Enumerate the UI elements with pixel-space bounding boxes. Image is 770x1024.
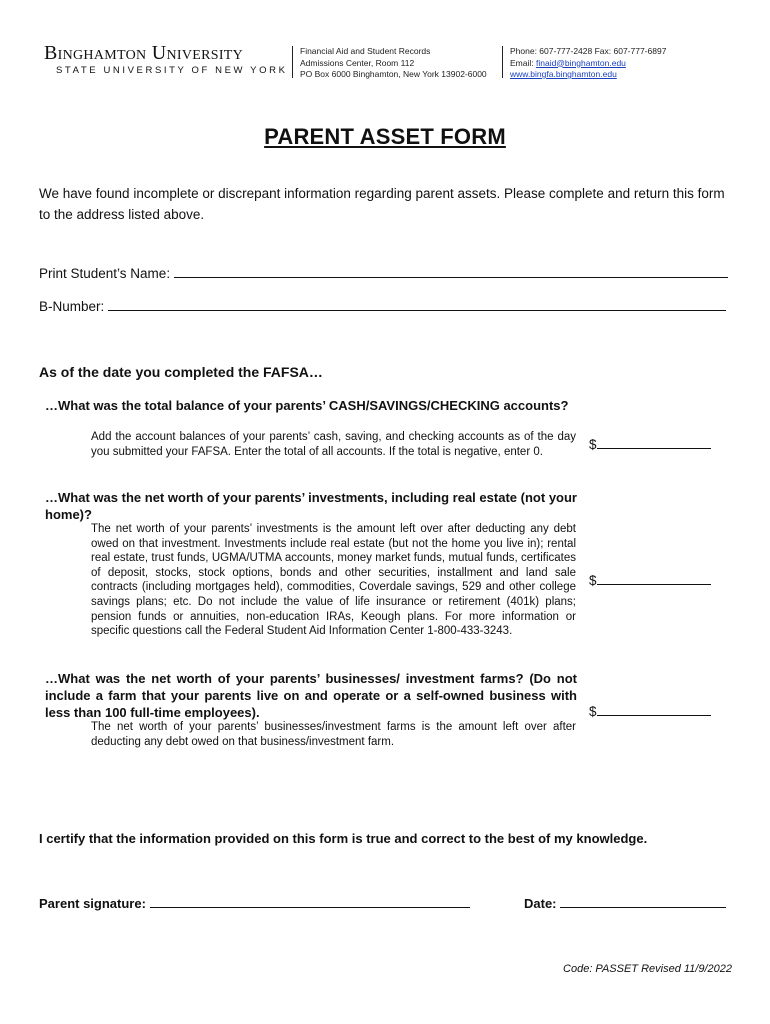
header-divider [502, 46, 503, 78]
office-name: Financial Aid and Student Records [300, 46, 431, 56]
email-link[interactable]: finaid@binghamton.edu [535, 57, 626, 68]
office-room: Admissions Center, Room 112 [300, 57, 415, 68]
question-businesses-farms: …What was the net worth of your parents’ businesses/ investment farms? (Do not include a farm that your parents live on and operate or a self-owned business with less than 100 full-time employees). [45, 671, 577, 720]
phone-fax: Phone: 607-777-2428 Fax: 607-777-6897 [510, 46, 667, 56]
parent-signature-label: Parent signature: [39, 896, 146, 911]
university-logo-name: Binghamton University [44, 42, 244, 64]
intro-text: We have found incomplete or discrepant information regarding parent assets. Please complete and return this form to the address listed above. [39, 186, 725, 222]
businesses-amount-field [589, 703, 711, 719]
date-field [524, 895, 726, 911]
currency-symbol: $ [589, 437, 597, 452]
university-logo-subtitle: STATE UNIVERSITY OF NEW YORK [56, 65, 288, 76]
website-line [510, 69, 666, 81]
bnumber-field [39, 298, 726, 314]
office-address [300, 46, 487, 81]
question-cash-savings-description: Add the account balances of your parents’ cash, saving, and checking accounts as of the day you submitted your FAFSA. Enter the total of all accounts. If the total is negative, enter 0. [91, 431, 576, 458]
form-code: Code: PASSET Revised 11/9/2022 [563, 963, 732, 975]
investments-amount-field [589, 572, 711, 588]
parent-signature-field [39, 895, 470, 911]
question-businesses-farms-description: The net worth of your parents’ businesses/investment farms is the amount left over after deducting any debt owed on that business/investment farm. [91, 721, 576, 748]
date-label: Date: [524, 896, 557, 911]
section-heading: As of the date you completed the FAFSA… [39, 364, 323, 380]
parent-signature-line[interactable] [150, 895, 470, 908]
cash-savings-amount-line[interactable] [597, 436, 711, 449]
bnumber-input-line[interactable] [108, 298, 726, 311]
investments-amount-line[interactable] [597, 572, 711, 585]
email-label: Email: [510, 57, 536, 68]
website-link[interactable]: www.bingfa.binghamton.edu [510, 69, 617, 79]
businesses-amount-line[interactable] [597, 703, 711, 716]
email-line [510, 58, 666, 70]
student-name-label: Print Student’s Name: [39, 266, 171, 281]
question-investments-description: The net worth of your parents’ investments is the amount left over after deducting any debt owed on that investment. Investments include real estate (but not the home you live in); rental real estate, trust funds, UGMA/UTMA accounts, money market funds, mutual funds, certificates of deposit, stocks, stock options, bonds and other securities, installment and land sale contracts (including mortgages held), commodities, Coverdale savings, 529 and other college savings plans; etc. Do not include the value of life insurance or retirement (401k) plans; pension funds or annuities, non-education IRAs, Keough plans. For more information or specific questions call the Federal Student Aid Information Center 1-800-433-3243. [91, 523, 576, 638]
form-title: PARENT ASSET FORM [264, 124, 506, 149]
date-line[interactable] [560, 895, 726, 908]
currency-symbol: $ [589, 573, 597, 588]
header-divider [292, 46, 293, 78]
student-name-input-line[interactable] [174, 265, 728, 278]
student-name-field [39, 265, 728, 281]
question-cash-savings: …What was the total balance of your parents’ CASH/SAVINGS/CHECKING accounts? [45, 398, 569, 413]
question-investments: …What was the net worth of your parents’ investments, including real estate (not your home)? [45, 490, 577, 522]
office-contact [510, 46, 666, 81]
bnumber-label: B-Number: [39, 299, 105, 314]
certification-statement: I certify that the information provided on this form is true and correct to the best of my knowledge. [39, 831, 648, 846]
office-po-box: PO Box 6000 Binghamton, New York 13902-6000 [300, 69, 487, 79]
currency-symbol: $ [589, 704, 597, 719]
cash-savings-amount-field [589, 436, 711, 452]
